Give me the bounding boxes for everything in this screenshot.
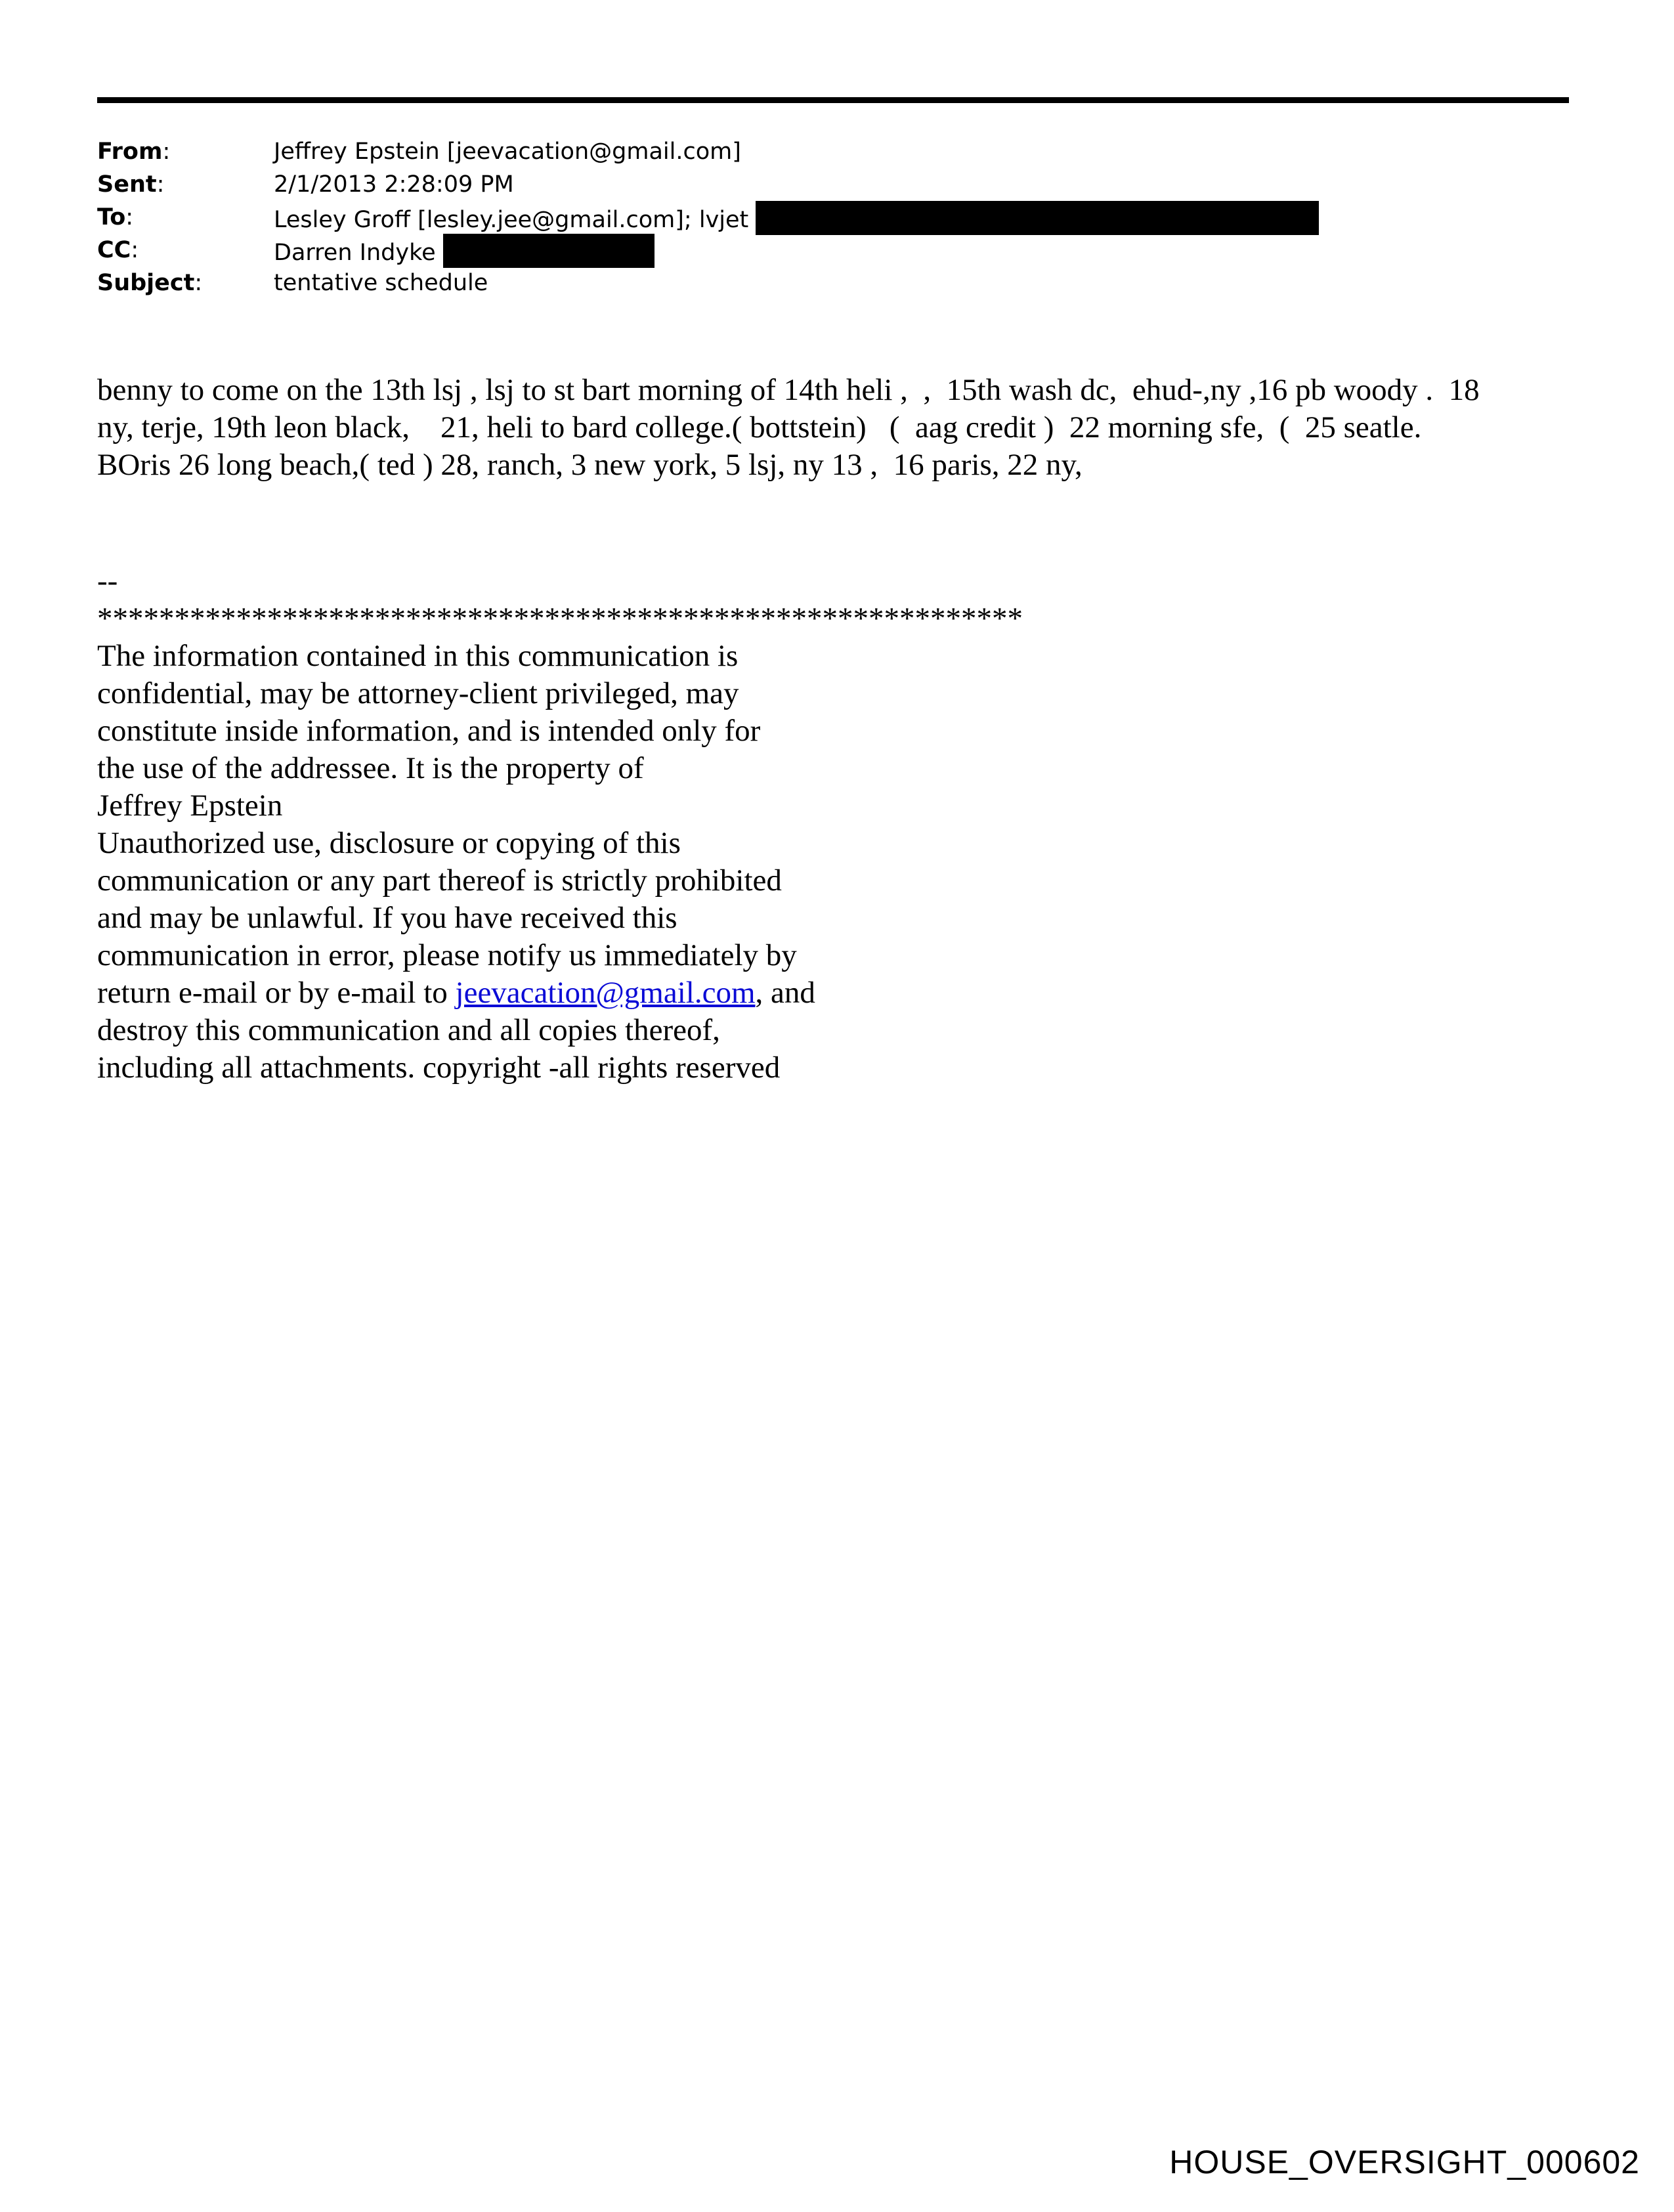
disclaimer-line: Unauthorized use, disclosure or copying of this	[97, 826, 681, 860]
disclaimer-line: and may be unlawful. If you have received this	[97, 901, 677, 935]
sent-value: 2/1/2013 2:28:09 PM	[274, 171, 514, 198]
disclaimer-line: communication in error, please notify us immediately by	[97, 938, 797, 972]
disclaimer-line: constitute inside information, and is intended only for	[97, 714, 761, 748]
to-value-wrap	[274, 201, 1319, 236]
subject-value: tentative schedule	[274, 270, 488, 296]
redaction-box	[443, 234, 655, 268]
signature-stars: ************************************************************	[97, 601, 1023, 636]
redaction-box	[756, 201, 1319, 235]
body-line: ny, terje, 19th leon black, 21, heli to bard college.( bottstein) ( aag credit ) 22 morning sfe, ( 25 seatle.	[97, 410, 1422, 445]
disclaimer-line: The information contained in this communication is	[97, 639, 739, 673]
to-value: Lesley Groff [lesley.jee@gmail.com]; lvjet	[274, 207, 749, 233]
body-line: BOris 26 long beach,( ted ) 28, ranch, 3 new york, 5 lsj, ny 13 , 16 paris, 22 ny,	[97, 448, 1083, 482]
header-divider	[97, 97, 1569, 103]
email-body	[97, 372, 1574, 484]
cc-label: CC:	[97, 237, 139, 263]
cc-value: Darren Indyke	[274, 240, 436, 266]
disclaimer-line: confidential, may be attorney-client privileged, may	[97, 676, 739, 710]
sent-label: Sent:	[97, 171, 165, 198]
from-value: Jeffrey Epstein [jeevacation@gmail.com]	[274, 139, 741, 165]
to-label: To:	[97, 204, 134, 230]
disclaimer-line: destroy this communication and all copies thereof,	[97, 1013, 720, 1047]
subject-label: Subject:	[97, 270, 203, 296]
bates-number: HOUSE_OVERSIGHT_000602	[1169, 2144, 1640, 2180]
email-link[interactable]: jeevacation@gmail.com	[455, 976, 756, 1010]
from-label: From:	[97, 139, 171, 165]
body-line: benny to come on the 13th lsj , lsj to st bart morning of 14th heli , , 15th wash dc, ehud-,ny ,16 pb woody . 18	[97, 373, 1480, 407]
disclaimer-line: the use of the addressee. It is the property of	[97, 751, 644, 785]
disclaimer-line: communication or any part thereof is strictly prohibited	[97, 863, 782, 898]
disclaimer-line: return e-mail or by e-mail to jeevacation@gmail.com, and	[97, 976, 815, 1010]
disclaimer-line: Jeffrey Epstein	[97, 789, 283, 823]
disclaimer-line: including all attachments. copyright -all rights reserved	[97, 1051, 781, 1085]
cc-value-wrap	[274, 234, 655, 269]
signature-dashes: --	[97, 564, 118, 598]
signature-block	[97, 525, 1023, 1124]
